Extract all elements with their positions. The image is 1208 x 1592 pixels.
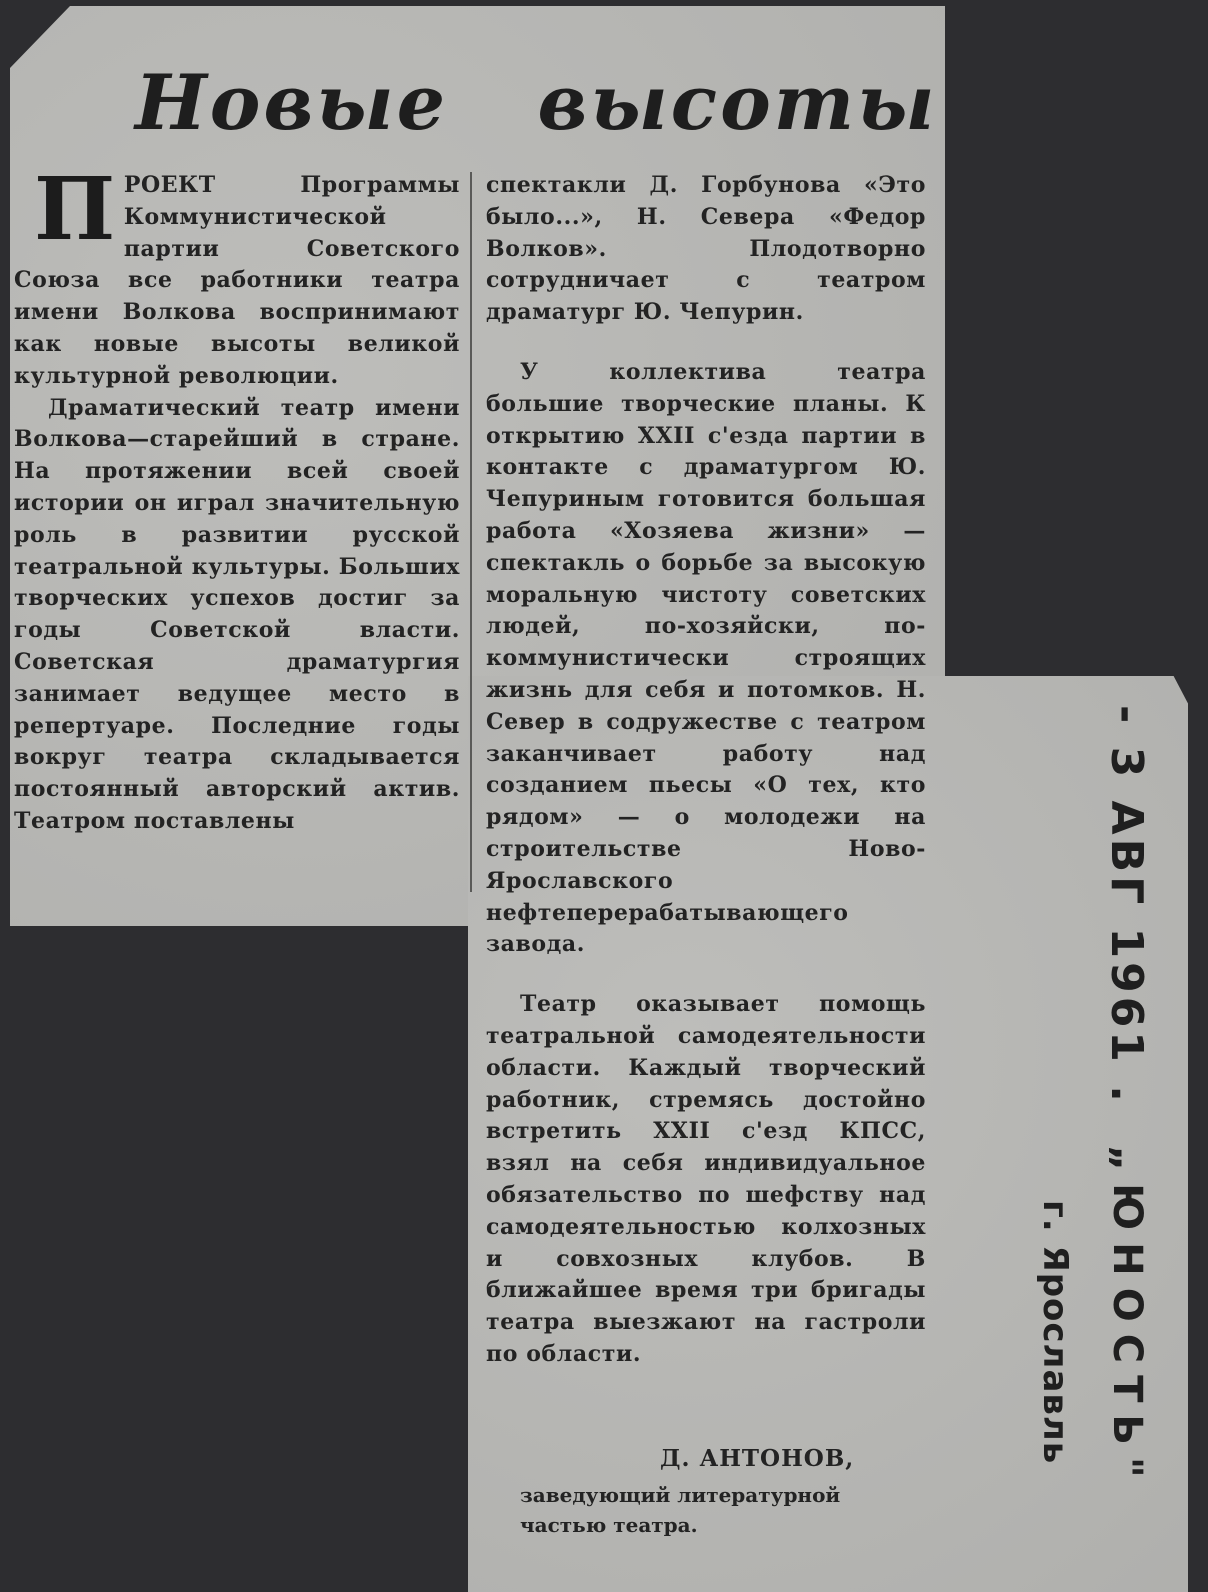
paragraph: У коллектива театра большие творческие планы. К открытию XXII с'езда партии в контакте с драматургом Ю. Чепуриным готовится большая работа «Хозяева жизни» — спектакль о борьбе за высокую моральную чистоту советских людей, по-хозяйски, по-коммунистически строящих жизнь для себя и потомков. Н. Север в содружестве с театром заканчивает работу над созданием пьесы «О тех, кто рядом» — о молодежи на строительстве Ново-Ярославского нефтеперерабатывающего завода. xyxy=(486,358,926,958)
drop-cap: П xyxy=(34,159,116,260)
author-signature: Д. АНТОНОВ, xyxy=(660,1445,855,1472)
paragraph: РОЕКТ Программы Коммунистической партии Советского Союза все работники театра имени Волкова воспринимают как новые высоты великой культурной революции. xyxy=(14,172,460,389)
author-position: заведующий литературной частью театра. xyxy=(520,1483,841,1537)
paragraph: спектакли Д. Горбунова «Это было...», Н. Севера «Федор Волков». Плодотворно сотрудничает с театром драматург Ю. Чепурин. xyxy=(486,172,926,326)
paragraph-gap xyxy=(486,961,926,989)
stamp-city: г. Ярославль xyxy=(1035,1200,1075,1465)
stamp-newspaper: „ЮНОСТЬ" xyxy=(1104,1145,1150,1490)
stamp-date: - 3 АВГ 1961 . xyxy=(1101,705,1152,1106)
article-left-column xyxy=(14,159,460,838)
paragraph-gap xyxy=(486,329,926,357)
article-right-column xyxy=(486,170,926,1371)
paragraph: Драматический театр имени Волкова—старейший в стране. На протяжении всей своей истории он играл значительную роль в развитии русской театральной культуры. Больших творческих успехов достиг за годы Советской власти. Советская драматургия занимает ведущее место в репертуаре. Последние годы вокруг театра складывается постоянный авторский актив. Театром поставлены xyxy=(14,394,460,834)
column-divider xyxy=(470,172,472,892)
paragraph: Театр оказывает помощь театральной самодеятельности области. Каждый творческий работник, стремясь достойно встретить XXII с'езд КПСС, взял на себя индивидуальное обязательство по шефству над самодеятельностью колхозных и совхозных клубов. В ближайшее время три бригады театра выезжают на гастроли по области. xyxy=(486,991,926,1367)
article-headline: Новые высоты xyxy=(135,58,938,147)
